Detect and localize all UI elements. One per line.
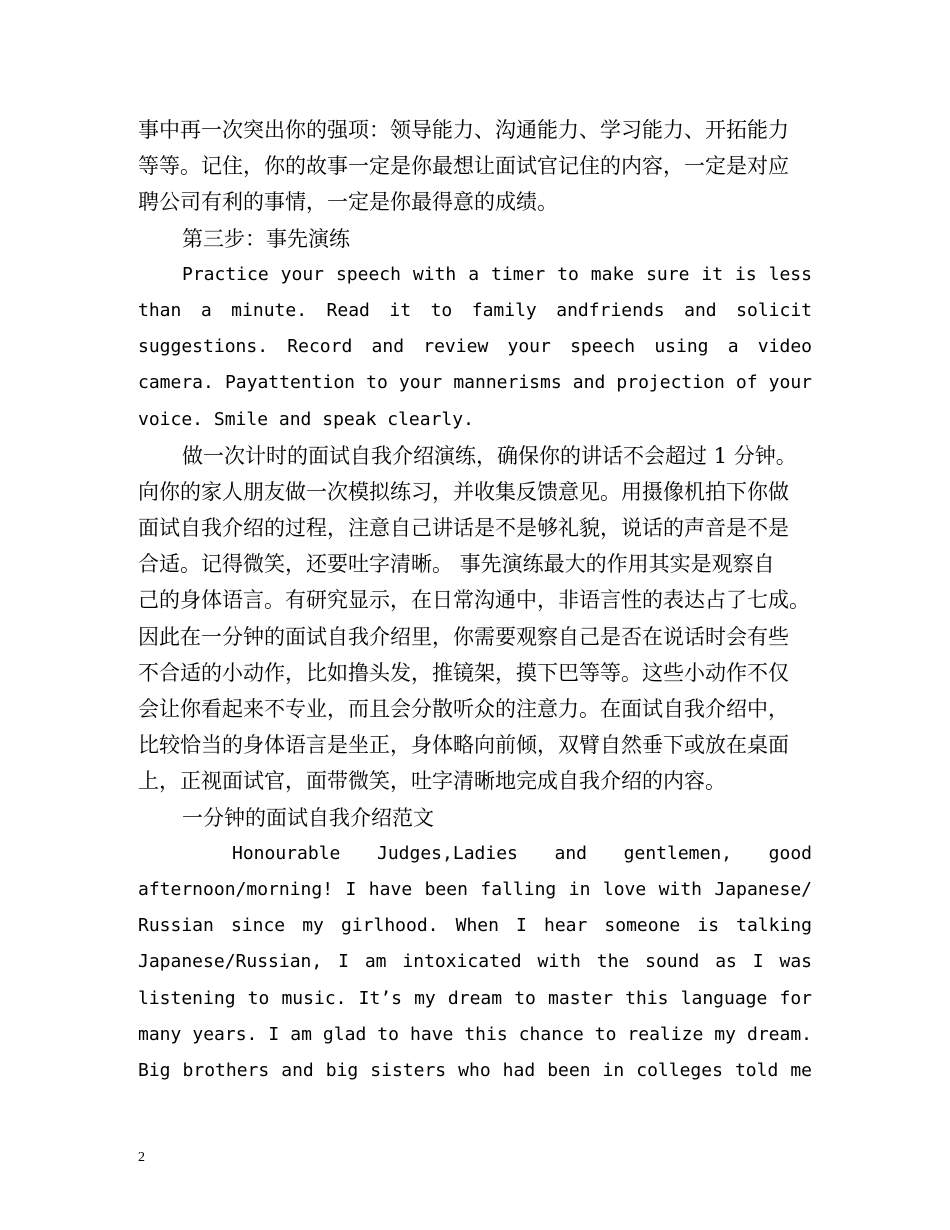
text-line: afternoon/morning! I have been falling in love with Japanese/ <box>138 878 812 900</box>
text-line: 聘公司有利的事情，一定是你最得意的成绩。 <box>138 190 558 215</box>
paragraph-practice-chinese <box>138 438 812 800</box>
text-line: listening to music. It’s my dream to master this language for <box>138 987 812 1009</box>
paragraph-strengths-story <box>138 112 812 221</box>
page-number: 2 <box>138 1150 145 1165</box>
heading-sample-intro <box>138 800 812 836</box>
text-line: 因此在一分钟的面试自我介绍里，你需要观察自己是否在说话时会有些 <box>138 624 789 649</box>
paragraph-sample-english <box>138 836 812 1089</box>
text-line: than a minute. Read it to family andfriends and solicit <box>138 299 812 321</box>
paragraph-practice-english <box>138 257 812 438</box>
text-line: 比较恰当的身体语言是坐正，身体略向前倾，双臂自然垂下或放在桌面 <box>138 733 789 758</box>
text-line: 事中再一次突出你的强项：领导能力、沟通能力、学习能力、开拓能力 <box>138 118 789 142</box>
text-line: Honourable Judges,Ladies and gentlemen, good <box>232 842 812 864</box>
text-line: 上，正视面试官，面带微笑，吐字清晰地完成自我介绍的内容。 <box>138 769 726 794</box>
text-line: Big brothers and big sisters who had been in colleges told me <box>138 1059 812 1081</box>
text-line: 己的身体语言。有研究显示，在日常沟通中，非语言性的表达占了七成。 <box>138 588 810 613</box>
text-line: 合适。记得微笑，还要吐字清晰。 事先演练最大的作用其实是观察自 <box>138 552 775 577</box>
heading-text: 第三步：事先演练 <box>182 226 350 251</box>
heading-step-three <box>138 221 812 257</box>
text-line: many years. I am glad to have this chance to realize my dream. <box>138 1023 812 1045</box>
page-content <box>138 112 812 1089</box>
text-line: 不合适的小动作，比如撸头发，推镜架，摸下巴等等。这些小动作不仅 <box>138 660 789 685</box>
text-line: 等等。记住，你的故事一定是你最想让面试官记住的内容，一定是对应 <box>138 154 789 179</box>
text-line: 面试自我介绍的过程，注意自己讲话是不是够礼貌，说话的声音是不是 <box>138 516 789 541</box>
text-line: suggestions. Record and review your speech using a video <box>138 336 812 358</box>
text-line: Russian since my girlhood. When I hear someone is talking <box>138 915 812 937</box>
text-line: Practice your speech with a timer to make sure it is less <box>182 263 812 285</box>
text-line: voice. Smile and speak clearly. <box>138 408 474 430</box>
heading-text: 一分钟的面试自我介绍范文 <box>182 805 434 830</box>
text-line: 做一次计时的面试自我介绍演练，确保你的讲话不会超过 1 分钟。 <box>182 443 797 468</box>
text-line: Japanese/Russian, I am intoxicated with the sound as I was <box>138 951 812 973</box>
text-line: 会让你看起来不专业，而且会分散听众的注意力。在面试自我介绍中， <box>138 697 789 721</box>
text-line: camera. Payattention to your mannerisms and projection of your <box>138 372 812 394</box>
text-line: 向你的家人朋友做一次模拟练习，并收集反馈意见。用摄像机拍下你做 <box>138 479 789 504</box>
